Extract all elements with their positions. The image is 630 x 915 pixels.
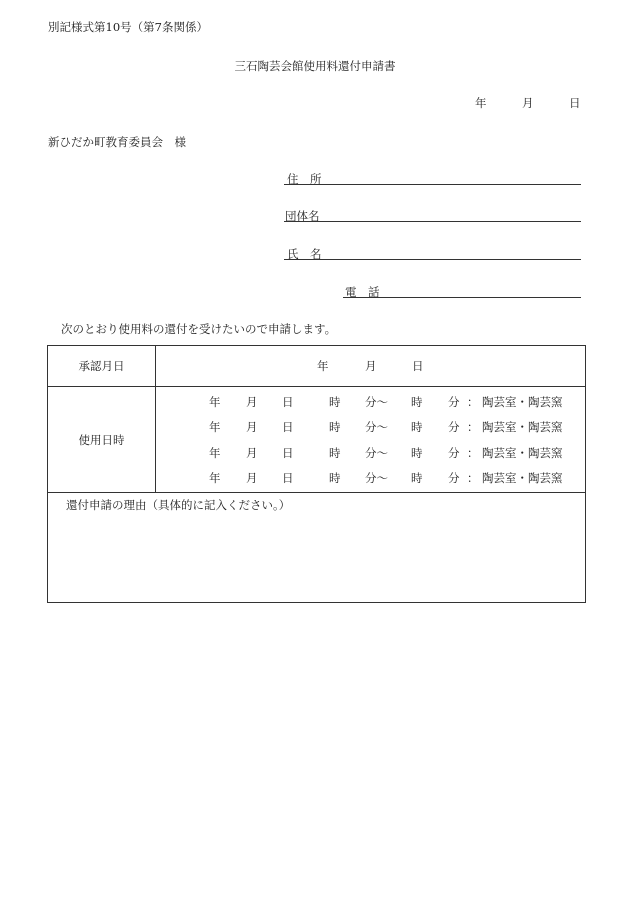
form-number: 別記様式第10号（第7条関係） — [48, 20, 208, 34]
usage-end-hour: 時 — [411, 471, 423, 485]
application-table — [47, 345, 586, 603]
usage-day: 日 — [282, 395, 294, 409]
address-field[interactable] — [284, 184, 581, 185]
usage-start-hour: 時 — [329, 471, 341, 485]
usage-year: 年 — [209, 471, 221, 485]
reason-label: 還付申請の理由（具体的に記入ください。） — [66, 498, 291, 512]
usage-datetime-field[interactable] — [156, 387, 586, 493]
usage-start-hour: 時 — [329, 420, 341, 434]
form-title: 三石陶芸会館使用料還付申請書 — [234, 59, 396, 73]
usage-end-minute: 分 — [448, 420, 460, 434]
usage-colon: ： — [467, 446, 479, 460]
approval-date-label: 承認月日 — [48, 346, 156, 387]
usage-day: 日 — [282, 446, 294, 460]
address-label: 住 所 — [287, 172, 322, 186]
usage-colon: ： — [467, 471, 479, 485]
name-field[interactable] — [284, 259, 581, 260]
usage-day: 日 — [282, 420, 294, 434]
usage-end-hour: 時 — [411, 446, 423, 460]
approval-day: 日 — [412, 359, 424, 373]
usage-year: 年 — [209, 420, 221, 434]
intro-text: 次のとおり使用料の還付を受けたいので申請します。 — [61, 322, 337, 336]
usage-room: 陶芸室・陶芸窯 — [482, 446, 563, 460]
usage-room: 陶芸室・陶芸窯 — [482, 420, 563, 434]
usage-colon: ： — [467, 395, 479, 409]
usage-year: 年 — [209, 395, 221, 409]
approval-date-field[interactable] — [156, 346, 586, 387]
approval-row — [48, 346, 586, 387]
usage-start-minute: 分〜 — [365, 420, 388, 434]
name-label: 氏 名 — [287, 247, 322, 261]
approval-year: 年 — [317, 359, 329, 373]
usage-month: 月 — [246, 446, 258, 460]
group-name-field[interactable] — [284, 221, 581, 222]
usage-end-minute: 分 — [448, 395, 460, 409]
usage-room: 陶芸室・陶芸窯 — [482, 395, 563, 409]
usage-start-minute: 分〜 — [365, 446, 388, 460]
usage-end-hour: 時 — [411, 395, 423, 409]
date-month-label: 月 — [522, 96, 534, 110]
usage-datetime-label: 使用日時 — [48, 387, 156, 493]
reason-field[interactable] — [48, 493, 586, 603]
usage-row — [48, 387, 586, 493]
phone-label: 電 話 — [345, 285, 380, 299]
approval-month: 月 — [365, 359, 377, 373]
usage-start-hour: 時 — [329, 446, 341, 460]
usage-start-minute: 分〜 — [365, 395, 388, 409]
date-year-label: 年 — [475, 96, 487, 110]
addressee: 新ひだか町教育委員会 様 — [48, 135, 186, 149]
group-name-label: 団体名 — [285, 209, 320, 223]
usage-month: 月 — [246, 471, 258, 485]
usage-month: 月 — [246, 420, 258, 434]
usage-end-minute: 分 — [448, 446, 460, 460]
usage-start-hour: 時 — [329, 395, 341, 409]
usage-year: 年 — [209, 446, 221, 460]
phone-field[interactable] — [343, 297, 581, 298]
usage-day: 日 — [282, 471, 294, 485]
usage-colon: ： — [467, 420, 479, 434]
usage-end-hour: 時 — [411, 420, 423, 434]
date-day-label: 日 — [569, 96, 581, 110]
reason-row — [48, 493, 586, 603]
usage-start-minute: 分〜 — [365, 471, 388, 485]
usage-room: 陶芸室・陶芸窯 — [482, 471, 563, 485]
usage-month: 月 — [246, 395, 258, 409]
usage-end-minute: 分 — [448, 471, 460, 485]
